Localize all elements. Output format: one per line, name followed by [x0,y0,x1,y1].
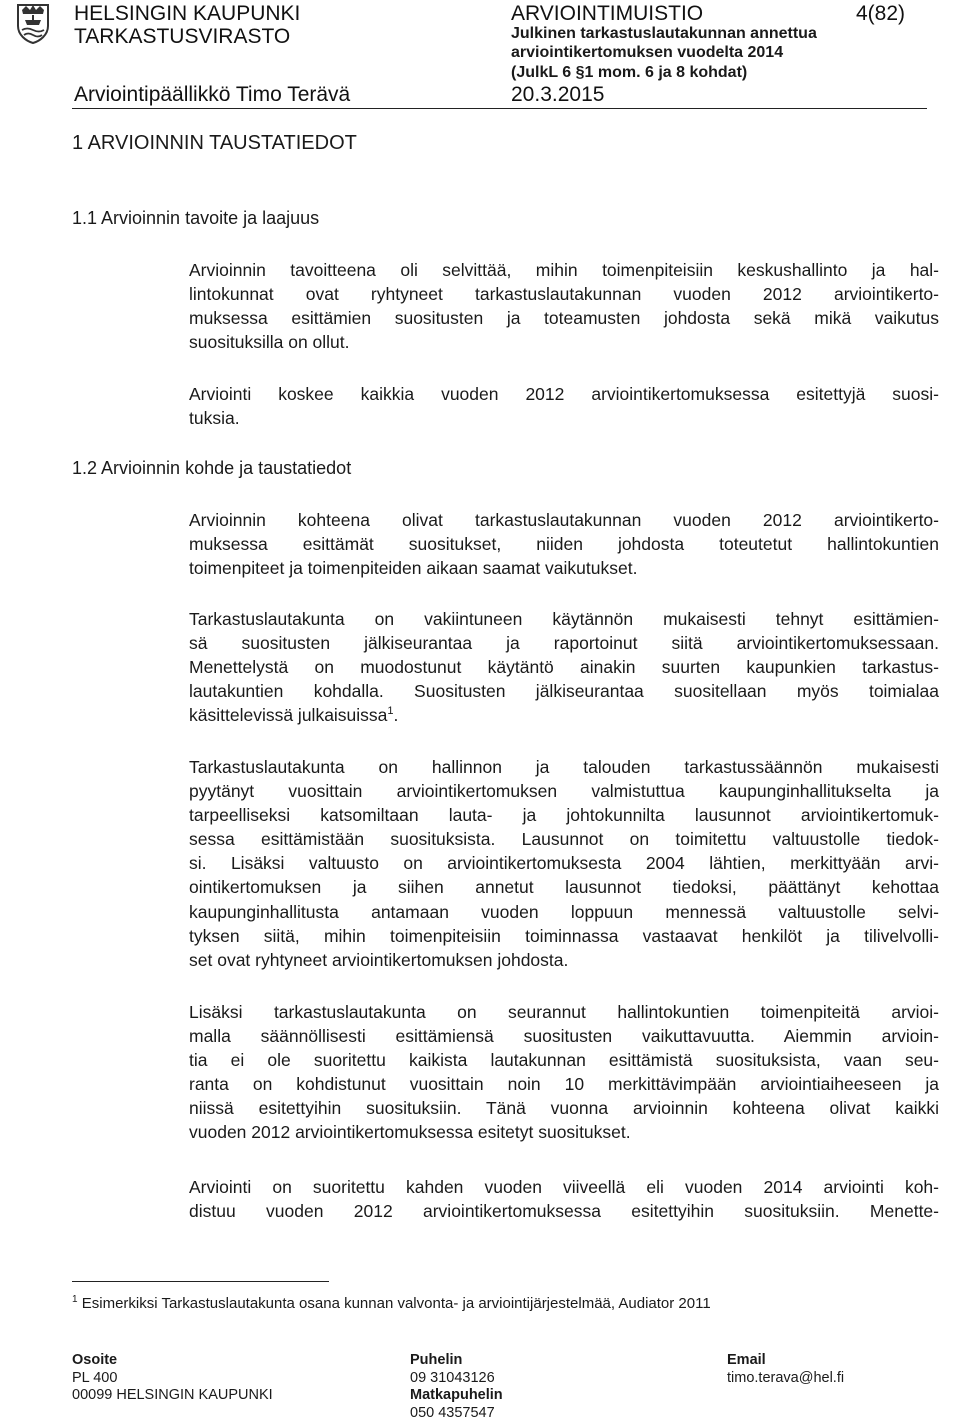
text-line: Arviointi koskee kaikkia vuoden 2012 arviointikertomuksessa esitettyjä suosi- [189,384,939,404]
paragraph-followup [189,607,939,727]
page-number: 4(82) [856,2,906,25]
text-line: Menettelystä on muodostunut käytäntö ainakin suurten kaupunkien tarkastus- [189,657,939,678]
text-line: niissä esitettyihin suosituksiin. Tänä vuonna arvioinnin kohteena olivat kaikki [189,1098,939,1119]
text-line: vuoden 2012 arviointikertomuksessa esitetyt suositukset. [189,1122,631,1143]
text-line: kaupunginhallitusta antamaan vuoden loppuun mennessä valtuustolle selvi- [189,901,939,922]
subsection-heading-1-1: 1.1 Arvioinnin tavoite ja laajuus [72,208,320,228]
text-line: toimenpiteet ja toimenpiteiden aikaan saamat vaikutukset. [189,558,638,579]
text-line: muksessa esittämät suositukset, niiden johdosta toteutetut hallintokuntien [189,534,939,555]
footer-phone [410,1352,503,1422]
text-line: muksessa esittämien suositusten ja toteamusten johdosta sekä mikä vaikutus [189,308,939,329]
department-name: TARKASTUSVIRASTO [74,25,291,48]
text-line: Lisäksi tarkastuslautakunta on seurannut hallintokuntien toimenpiteitä arvioi- [189,1002,939,1022]
footer-address-line1: PL 400 [72,1369,118,1386]
text-line: ointikertomuksen ja siihen annetut lausunnot tiedoksi, päättänyt kehottaa [189,877,939,898]
paragraph-statements [189,755,939,972]
text-line: Tarkastuslautakunta on vakiintuneen käytännön mukaisesti tehnyt esittämien- [189,609,939,629]
text-line: tarpeelliseksi katsomiltaan lauta- ja johtokunnilta lausunnot arviointikertomuk- [189,805,939,826]
text-line: Tarkastuslautakunta on hallinnon ja talouden tarkastussäännön mukaisesti [189,757,939,777]
footer-email [727,1352,844,1387]
document-date: 20.3.2015 [511,83,605,106]
footer-phone-label: Puhelin [410,1352,463,1368]
footer-address-label: Osoite [72,1352,118,1368]
header-divider [72,108,927,109]
paragraph-delay [189,1175,939,1223]
text-line: Arviointi on suoritettu kahden vuoden viiveellä eli vuoden 2014 arviointi koh- [189,1177,939,1197]
paragraph-monitoring [189,1000,939,1145]
text-line: Arvioinnin tavoitteena oli selvittää, mihin toimenpiteisiin keskushallinto ja hal- [189,260,939,280]
footer-address-line2: 00099 HELSINGIN KAUPUNKI [72,1387,273,1404]
text-fragment: käsittelevissä julkaisuissa [189,705,388,726]
text-line: sä suositusten jälkiseurantaa ja raportoinut siitä arviointikertomuksessaan. [189,633,939,654]
text-line: lintokunnat ovat ryhtyneet tarkastuslautakunnan vuoden 2012 arviointikerto- [189,284,939,305]
text-line: lautakuntien kohdalla. Suositusten jälkiseurantaa suositellaan myös toimialaa [189,681,939,702]
text-line: malla säännöllisesti esittämiensä suositusten vaikuttavuutta. Aiemmin arvioin- [189,1026,939,1047]
text-line: tyksen siitä, mihin toimenpiteisiin toiminnassa vastaavat henkilöt ja tilivelvolli- [189,925,939,946]
text-line: tuksia. [189,408,240,429]
footer-email-link[interactable]: timo.terava@hel.fi [727,1369,845,1386]
section-heading: 1 ARVIOINNIN TAUSTATIEDOT [72,132,357,154]
text-line: tia ei ole suoritettu kaikista lautakunnan esittämistä suosituksista, vaan seu- [189,1050,939,1071]
text-line: pyytänyt vuosittain arviointikertomuksen valmistuttua kaupunginhallitukselta ja [189,781,939,802]
footer-phone-number: 09 31043126 [410,1369,495,1386]
organization-name: HELSINGIN KAUPUNKI [74,2,301,25]
text-line [189,703,939,727]
helsinki-crest-icon [16,2,50,44]
text-line: set ovat ryhtyneet arviointikertomuksen johdosta. [189,949,569,970]
document-type: ARVIOINTIMUISTIO [511,2,704,25]
footer-mobile-label: Matkapuhelin [410,1387,503,1404]
text-line: distuu vuoden 2012 arviointikertomuksessa esitettyihin suosituksiin. Menette- [189,1201,939,1222]
footnote-number: 1 [72,1294,78,1305]
paragraph-goal [189,258,939,354]
footnote-text: Esimerkiksi Tarkastuslautakunta osana kunnan valvonta- ja arviointijärjestelmää, Audiator 2011 [77,1295,711,1312]
subsection-heading-1-2: 1.2 Arvioinnin kohde ja taustatiedot [72,458,352,478]
footnote-ref: 1 [387,705,394,718]
publicity-note-line2: arviointikertomuksen vuodelta 2014 [511,44,784,61]
publicity-note-line1: Julkinen tarkastuslautakunnan annettua [511,25,817,42]
text-line: ranta on kohdistunut vuosittain noin 10 merkittävimpään arviointiaiheeseen ja [189,1074,939,1095]
paragraph-target [189,508,939,580]
text-line: si. Lisäksi valtuusto on arviointikertomuksesta 2004 lähtien, merkittyään arvi- [189,853,939,874]
footer-mobile-number: 050 4357547 [410,1404,495,1421]
footer-email-label: Email [727,1352,766,1368]
text-line: suosituksilla on ollut. [189,332,350,353]
footnote [72,1294,711,1314]
paragraph-scope [189,382,939,430]
footer-address [72,1352,273,1405]
text-line: sessa esittämistään suosituksista. Lausunnot on toimitettu valtuustolle tiedok- [189,829,939,850]
text-fragment: . [393,705,399,726]
text-line: Arvioinnin kohteena olivat tarkastuslautakunnan vuoden 2012 arviointikerto- [189,510,939,530]
footnote-divider [72,1281,329,1282]
publicity-note-line3: (JulkL 6 §1 mom. 6 ja 8 kohdat) [511,64,748,81]
author: Arviointipäällikkö Timo Terävä [74,83,351,106]
